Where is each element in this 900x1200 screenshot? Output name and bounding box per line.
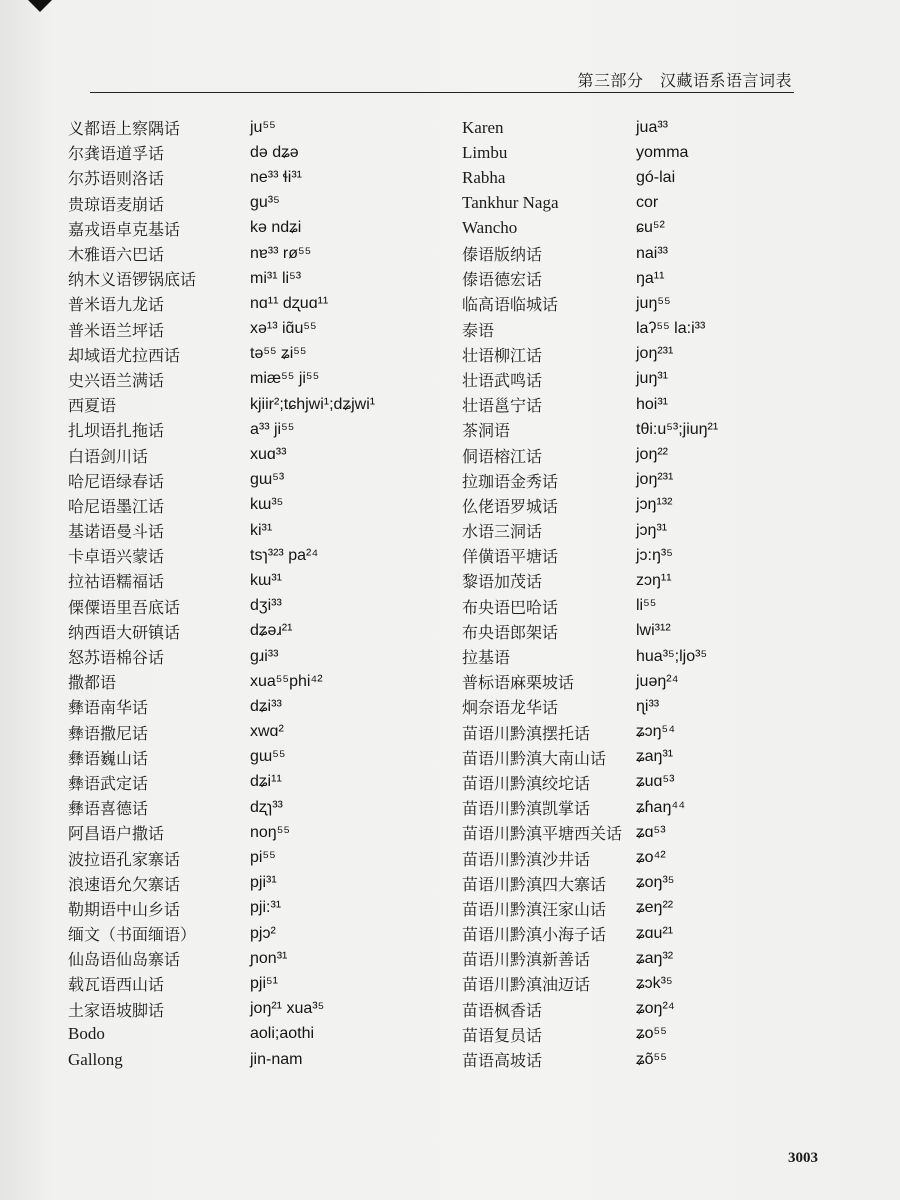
- word-form: kjiir²;tɕhjwi¹;dʑjwi¹: [250, 395, 376, 413]
- vocab-entry: [68, 317, 448, 342]
- vocab-entry: [462, 266, 792, 291]
- vocab-entry: [68, 1047, 448, 1072]
- language-name: 佯僙语平塘话: [462, 547, 559, 567]
- vocab-entry: [68, 997, 448, 1022]
- word-form: kə ndʑi: [250, 219, 302, 237]
- language-name: Wancho: [462, 218, 518, 238]
- vocab-entry: [68, 291, 448, 316]
- language-name: Bodo: [68, 1024, 105, 1044]
- vocab-entry: [68, 971, 448, 996]
- header-title: 第三部分 汉藏语系语言词表: [577, 71, 792, 90]
- word-form: dʑi¹¹: [250, 773, 282, 791]
- vocab-entry: [462, 367, 792, 392]
- word-form: ʑɑ⁵³: [636, 823, 666, 841]
- word-form: ju⁵⁵: [250, 118, 276, 136]
- language-name: 彝语武定话: [68, 773, 149, 793]
- word-form: ʑõ⁵⁵: [636, 1050, 667, 1068]
- language-name: Tankhur Naga: [462, 193, 559, 213]
- language-name: 缅文（书面缅语）: [68, 925, 197, 945]
- word-form: jua³³: [636, 118, 669, 136]
- vocab-entry: [462, 795, 792, 820]
- word-form: ʑeŋ²²: [636, 899, 674, 917]
- vocab-entry: [462, 317, 792, 342]
- word-form: dʒi³³: [250, 597, 282, 615]
- word-form: nɐ³³ rø⁵⁵: [250, 244, 312, 262]
- vocab-entry: [68, 795, 448, 820]
- language-name: 撒都语: [68, 673, 117, 693]
- language-name: 炯奈语龙华话: [462, 698, 559, 718]
- word-form: gɹi³³: [250, 647, 279, 665]
- vocab-entry: [462, 896, 792, 921]
- word-form: nai³³: [636, 244, 669, 262]
- word-form: xuɑ³³: [250, 446, 287, 464]
- language-name: 勒期语中山乡话: [68, 899, 181, 919]
- language-name: 却域语尤拉西话: [68, 345, 181, 365]
- vocab-entry: [462, 191, 792, 216]
- vocab-entry: [462, 140, 792, 165]
- word-form: gó-lai: [636, 168, 676, 186]
- vocab-entry: [68, 216, 448, 241]
- language-name: 卡卓语兴蒙话: [68, 547, 165, 567]
- word-form: ʑo⁵⁵: [636, 1025, 667, 1043]
- word-form: lwi³¹²: [636, 622, 671, 640]
- left-column: [68, 115, 448, 1072]
- language-name: 仙岛语仙岛寨话: [68, 950, 181, 970]
- language-name: 苗语川黔滇油迈话: [462, 975, 591, 995]
- language-name: 苗语川黔滇摆托话: [462, 723, 591, 743]
- vocab-entry: [462, 468, 792, 493]
- word-form: də dʑə: [250, 143, 299, 161]
- vocab-entry: [462, 946, 792, 971]
- word-form: noŋ⁵⁵: [250, 823, 290, 841]
- word-form: ʑaŋ³²: [636, 949, 674, 967]
- vocab-entry: [462, 971, 792, 996]
- language-name: 怒苏语棉谷话: [68, 648, 165, 668]
- vocab-entry: [68, 594, 448, 619]
- language-name: 苗语川黔滇绞坨话: [462, 773, 591, 793]
- language-name: 拉基语: [462, 648, 511, 668]
- language-name: 拉祜语糯福话: [68, 572, 165, 592]
- word-form: gɯ⁵⁵: [250, 748, 286, 766]
- language-name: 普米语兰坪话: [68, 320, 165, 340]
- word-form: ʑo⁴²: [636, 849, 666, 867]
- language-name: 拉珈语金秀话: [462, 471, 559, 491]
- word-form: ʑuɑ⁵³: [636, 773, 675, 791]
- word-form: juŋ⁵⁵: [636, 294, 671, 312]
- language-name: 壮语邕宁话: [462, 396, 543, 416]
- language-name: 史兴语兰满话: [68, 370, 165, 390]
- language-name: 纳木义语锣锅底话: [68, 270, 197, 290]
- word-form: juŋ³¹: [636, 370, 669, 388]
- vocab-entry: [68, 896, 448, 921]
- vocab-entry: [68, 644, 448, 669]
- vocab-entry: [68, 493, 448, 518]
- word-form: xwɑ²: [250, 723, 284, 741]
- word-form: a³³ ji⁵⁵: [250, 420, 295, 438]
- language-name: 白语剑川话: [68, 446, 149, 466]
- vocab-entry: [462, 619, 792, 644]
- word-form: ʑoŋ²⁴: [636, 1000, 675, 1018]
- page-corner-mark: [28, 0, 52, 12]
- language-name: Limbu: [462, 142, 508, 162]
- vocab-entry: [68, 140, 448, 165]
- vocab-entry: [68, 820, 448, 845]
- vocab-entry: [462, 720, 792, 745]
- word-form: mi³¹ li⁵³: [250, 269, 302, 287]
- word-form: xua⁵⁵phi⁴²: [250, 672, 323, 690]
- vocab-entry: [68, 442, 448, 467]
- language-name: 苗语复员话: [462, 1025, 543, 1045]
- vocab-entry: [462, 342, 792, 367]
- word-form: zɔŋ¹¹: [636, 571, 672, 589]
- word-form: cor: [636, 194, 659, 212]
- word-form: joŋ²²: [636, 446, 669, 464]
- language-name: 波拉语孔家寨话: [68, 849, 181, 869]
- vocab-entry: [462, 644, 792, 669]
- language-name: 彝语撒尼话: [68, 723, 149, 743]
- language-name: 苗语川黔滇沙井话: [462, 849, 591, 869]
- word-form: gu³⁵: [250, 194, 280, 212]
- vocab-entry: [68, 417, 448, 442]
- vocab-entry: [462, 921, 792, 946]
- vocab-entry: [68, 241, 448, 266]
- right-column: [462, 115, 792, 1072]
- language-name: 哈尼语墨江话: [68, 496, 165, 516]
- language-name: 苗语高坡话: [462, 1051, 543, 1071]
- word-form: joŋ²¹ xua³⁵: [250, 1000, 325, 1018]
- language-name: 壮语武鸣话: [462, 370, 543, 390]
- vocab-entry: [462, 594, 792, 619]
- word-form: ki³¹: [250, 521, 273, 539]
- language-name: 苗语枫香话: [462, 1000, 543, 1020]
- word-form: ɕu⁵²: [636, 219, 665, 237]
- word-form: pi⁵⁵: [250, 849, 276, 867]
- word-form: jɔ:ŋ³⁵: [636, 546, 673, 564]
- word-form: ŋa¹¹: [636, 269, 665, 287]
- language-name: 嘉戎语卓克基话: [68, 219, 181, 239]
- vocab-entry: [68, 770, 448, 795]
- language-name: 布央语郎架话: [462, 622, 559, 642]
- language-name: 侗语榕江话: [462, 446, 543, 466]
- word-form: yomma: [636, 143, 689, 161]
- word-form: ne³³ ɬi³¹: [250, 168, 302, 186]
- language-name: Rabha: [462, 167, 506, 187]
- word-form: ʑɔk³⁵: [636, 974, 673, 992]
- word-form: ʑɦaŋ⁴⁴: [636, 798, 686, 816]
- language-name: 尔苏语则洛话: [68, 169, 165, 189]
- vocab-entry: [68, 342, 448, 367]
- vocab-entry: [68, 1022, 448, 1047]
- word-form: ʑɑu²¹: [636, 924, 674, 942]
- language-name: 彝语南华话: [68, 698, 149, 718]
- language-name: 阿昌语户撒话: [68, 824, 165, 844]
- language-name: 土家语坡脚话: [68, 1000, 165, 1020]
- language-name: 彝语巍山话: [68, 748, 149, 768]
- word-form: jɔŋ³¹: [636, 521, 668, 539]
- word-form: ʑoŋ³⁵: [636, 874, 675, 892]
- vocab-entry: [68, 191, 448, 216]
- word-form: pjɔ²: [250, 924, 276, 942]
- word-form: li⁵⁵: [636, 597, 657, 615]
- running-header: [90, 66, 794, 93]
- vocab-entry: [68, 543, 448, 568]
- language-name: 纳西语大研镇话: [68, 622, 181, 642]
- language-name: Gallong: [68, 1049, 123, 1069]
- vocab-entry: [462, 291, 792, 316]
- language-name: 普标语麻栗坡话: [462, 673, 575, 693]
- language-name: 苗语川黔滇新善话: [462, 950, 591, 970]
- vocab-entry: [462, 871, 792, 896]
- word-form: jɔŋ¹³²: [636, 496, 673, 514]
- word-form: tə⁵⁵ ʑi⁵⁵: [250, 345, 307, 363]
- vocab-entry: [68, 669, 448, 694]
- language-name: 彝语喜德话: [68, 799, 149, 819]
- word-form: juəŋ²⁴: [636, 672, 679, 690]
- language-name: 傈僳语里吾底话: [68, 597, 181, 617]
- language-name: 壮语柳江话: [462, 345, 543, 365]
- language-name: 载瓦语西山话: [68, 975, 165, 995]
- vocab-entry: [68, 720, 448, 745]
- vocab-entry: [462, 694, 792, 719]
- vocab-entry: [68, 921, 448, 946]
- word-form: ʑɔŋ⁵⁴: [636, 723, 676, 741]
- vocab-entry: [68, 165, 448, 190]
- vocab-entry: [462, 770, 792, 795]
- word-form: jin-nam: [250, 1050, 303, 1068]
- language-name: 茶洞语: [462, 421, 511, 441]
- vocab-entry: [462, 216, 792, 241]
- language-name: 苗语川黔滇凯掌话: [462, 799, 591, 819]
- vocab-entry: [462, 241, 792, 266]
- word-form: aoli;aothi: [250, 1025, 315, 1043]
- vocab-entry: [462, 493, 792, 518]
- vocab-entry: [462, 1047, 792, 1072]
- language-name: 水语三洞话: [462, 522, 543, 542]
- vocab-entry: [462, 165, 792, 190]
- language-name: 义都语上察隅话: [68, 119, 181, 139]
- language-name: 基诺语曼斗话: [68, 522, 165, 542]
- language-name: 傣语版纳话: [462, 245, 543, 265]
- language-name: 木雅语六巴话: [68, 245, 165, 265]
- page-number: 3003: [788, 1150, 818, 1166]
- vocab-entry: [462, 568, 792, 593]
- language-name: 黎语加茂话: [462, 572, 543, 592]
- word-form: pji:³¹: [250, 899, 282, 917]
- language-name: 浪速语允欠寨话: [68, 874, 181, 894]
- vocab-entry: [68, 392, 448, 417]
- language-name: Karen: [462, 117, 504, 137]
- word-form: ɲon³¹: [250, 949, 288, 967]
- language-name: 泰语: [462, 320, 495, 340]
- vocab-entry: [68, 871, 448, 896]
- word-form: gɯ⁵³: [250, 471, 285, 489]
- word-form: hoi³¹: [636, 395, 669, 413]
- vocab-entry: [68, 266, 448, 291]
- language-name: 布央语巴哈话: [462, 597, 559, 617]
- vocab-entry: [68, 946, 448, 971]
- vocab-entry: [462, 745, 792, 770]
- vocab-entry: [462, 669, 792, 694]
- vocab-entry: [462, 1022, 792, 1047]
- word-form: tθi:u⁵³;jiuŋ²¹: [636, 420, 719, 438]
- vocab-entry: [462, 417, 792, 442]
- language-name: 临高语临城话: [462, 295, 559, 315]
- language-name: 贵琼语麦崩话: [68, 194, 165, 214]
- word-form: ɳi³³: [636, 697, 660, 715]
- vocab-entry: [462, 997, 792, 1022]
- language-name: 苗语川黔滇小海子话: [462, 925, 607, 945]
- vocab-entry: [68, 745, 448, 770]
- word-form: xə¹³ iɑ̃u⁵⁵: [250, 320, 317, 338]
- word-form: joŋ²³¹: [636, 345, 674, 363]
- word-form: miæ⁵⁵ ji⁵⁵: [250, 370, 320, 388]
- word-form: hua³⁵;ljo³⁵: [636, 647, 708, 665]
- vocab-entry: [68, 115, 448, 140]
- word-form: dʑi³³: [250, 697, 282, 715]
- vocab-entry: [68, 468, 448, 493]
- language-name: 哈尼语绿春话: [68, 471, 165, 491]
- language-name: 苗语川黔滇四大寨话: [462, 874, 607, 894]
- vocab-entry: [462, 442, 792, 467]
- vocab-entry: [68, 367, 448, 392]
- vocab-entry: [462, 392, 792, 417]
- word-form: kɯ³¹: [250, 571, 282, 589]
- vocab-entry: [68, 568, 448, 593]
- vocab-entry: [68, 619, 448, 644]
- language-name: 苗语川黔滇平塘西关话: [462, 824, 623, 844]
- vocab-entry: [462, 518, 792, 543]
- vocab-entry: [462, 115, 792, 140]
- word-form: tsɿ³²³ pa²⁴: [250, 546, 319, 564]
- vocab-entry: [68, 694, 448, 719]
- vocab-entry: [462, 543, 792, 568]
- word-form: nɑ¹¹ dʐuɑ¹¹: [250, 294, 329, 312]
- language-name: 尔龚语道孚话: [68, 144, 165, 164]
- language-name: 苗语川黔滇大南山话: [462, 748, 607, 768]
- vocab-entry: [462, 845, 792, 870]
- language-name: 苗语川黔滇汪家山话: [462, 899, 607, 919]
- word-form: dʑəɹ²¹: [250, 622, 293, 640]
- word-form: dʐɿ³³: [250, 798, 283, 816]
- language-name: 傣语德宏话: [462, 270, 543, 290]
- word-form: kɯ³⁵: [250, 496, 284, 514]
- language-name: 普米语九龙话: [68, 295, 165, 315]
- word-form: laʔ⁵⁵ la:i³³: [636, 320, 706, 338]
- language-name: 仫佬语罗城话: [462, 496, 559, 516]
- language-name: 扎坝语扎拖话: [68, 421, 165, 441]
- vocab-entry: [68, 518, 448, 543]
- vocab-entry: [462, 820, 792, 845]
- language-name: 西夏语: [68, 396, 117, 416]
- word-form: pji⁵¹: [250, 974, 278, 992]
- word-form: ʑaŋ³¹: [636, 748, 674, 766]
- word-form: pji³¹: [250, 874, 277, 892]
- word-form: joŋ²³¹: [636, 471, 674, 489]
- vocab-entry: [68, 845, 448, 870]
